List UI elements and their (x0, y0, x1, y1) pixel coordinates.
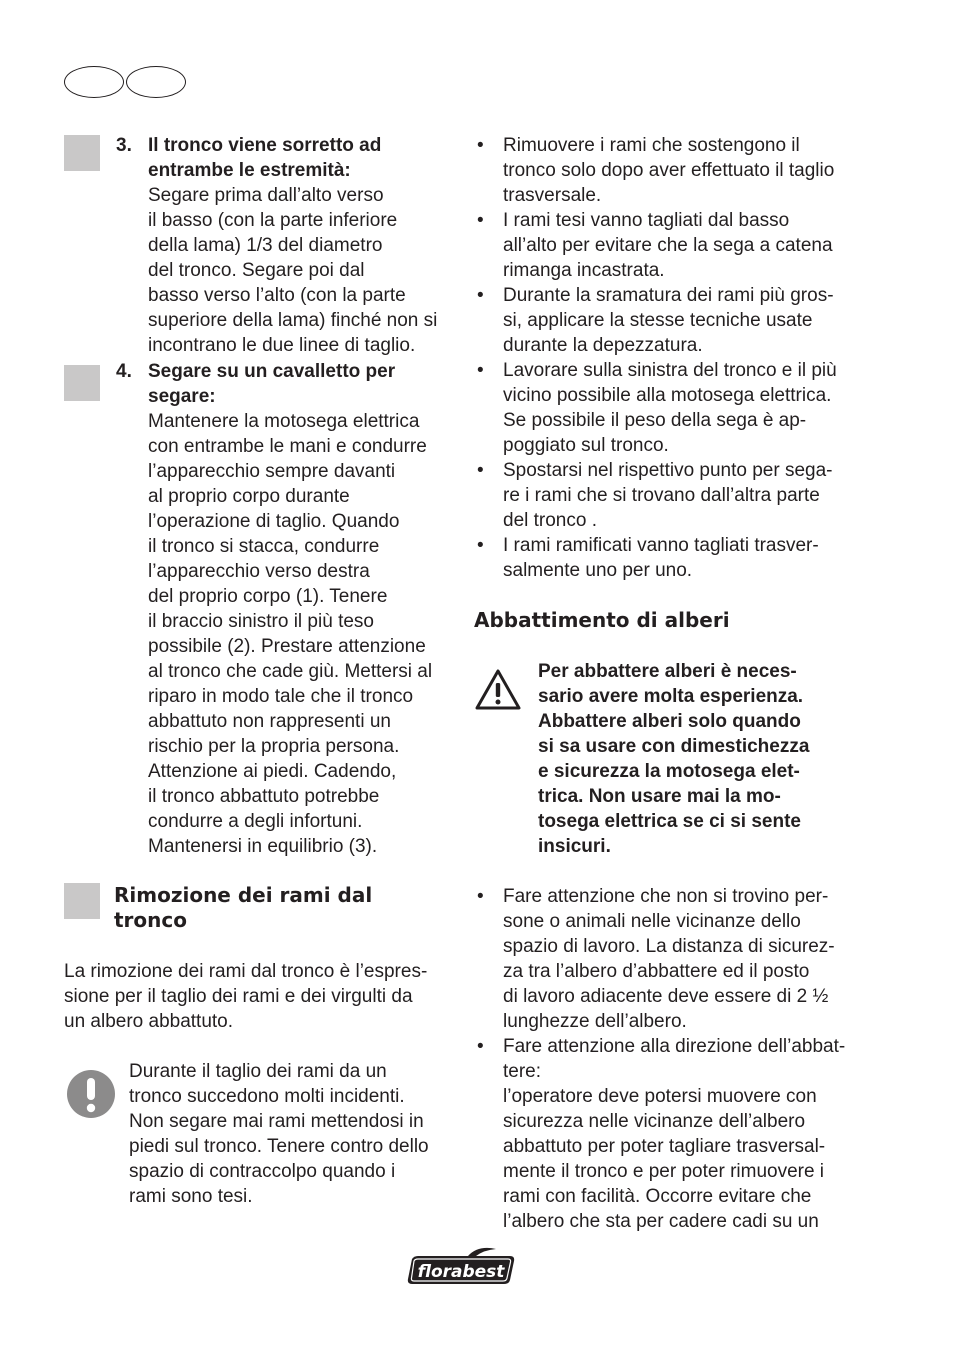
florabest-logo (406, 1247, 518, 1287)
section-heading-tree-felling: Abbattimento di alberi (474, 608, 730, 632)
step-4-text: Mantenere la motosega elettrica con entrambe le mani e condurre l’apparecchio sempre davanti al proprio corpo durante l’operazione di taglio. Quando il tronco si stacca, condurre l’apparecchio verso destra del proprio corpo (1). Tenere il braccio sinistro il più teso possibile (2). Prestare attenzione al tronco che cade giù. Mettersi al riparo in modo tale che il tronco abbattuto non rappresenti un rischio per la propria persona. Attenzione ai piedi. Cadendo, il tronco abbattuto potrebbe condurre a degli infortuni. Mantenersi in equilibrio (3). (148, 411, 433, 857)
list-item: • Fare attenzione alla direzione dell’abbat- tere: l’operatore deve potersi muovere con sicurezza nelle vicinanze dell’albero abbattuto per poter tagliare trasversal- mente il tronco e per poter rimuovere i rami con facilità. Occorre evitare che l’albero che sta per cadere cadi su un (475, 1034, 875, 1234)
figure-marker-3 (64, 135, 100, 171)
step-3 (116, 133, 456, 358)
language-oval-right (126, 66, 186, 98)
figure-marker-4 (64, 365, 100, 401)
step-4 (116, 359, 456, 859)
language-oval-left (64, 66, 124, 98)
bullet-list-top (475, 133, 875, 583)
list-item: • Durante la sramatura dei rami più gros- si, applicare la stesse tecniche usate durante la depezzatura. (475, 283, 875, 358)
list-item: • I rami tesi vanno tagliati dal basso all’alto per evitare che la sega a catena rimanga incastrata. (475, 208, 875, 283)
section-heading-branch-removal: Rimozione dei rami dal tronco (114, 883, 373, 932)
bullet-list-bottom (475, 884, 875, 1234)
step-3-heading: Il tronco viene sorretto ad entrambe le estremità: (148, 135, 382, 181)
bullets-top (475, 133, 875, 583)
list-item: • Fare attenzione che non si trovino per- sone o animali nelle vicinanze dello spazio di lavoro. La distanza di sicurez- za tra l’albero d’abbattere ed il posto di lavoro adiacente deve essere di 2 ½ lunghezze dell’albero. (475, 884, 875, 1034)
notice-text: Durante il taglio dei rami da un tronco succedono molti incidenti. Non segare mai rami mettendosi in piedi sul tronco. Tenere contro dello spazio di contraccolpo quando i rami sono tesi. (129, 1061, 429, 1207)
step-3-number: 3. (116, 135, 132, 156)
language-badge (64, 66, 190, 100)
step-3-text: Segare prima dall’alto verso il basso (con la parte inferiore della lama) 1/3 del diametro del tronco. Segare poi dal basso verso l’alto (con la parte superiore della lama) finché non si incontrano le due linee di taglio. (148, 185, 438, 356)
bullets-bottom (475, 884, 875, 1234)
list-item: • Rimuovere i rami che sostengono il tronco solo dopo aver effettuato il taglio trasversale. (475, 133, 875, 208)
list-item: • Spostarsi nel rispettivo punto per sega- re i rami che si trovano dall’altra parte del tronco . (475, 458, 875, 533)
step-4-number: 4. (116, 361, 132, 382)
warning-text: Per abbattere alberi è neces- sario avere molta esperienza. Abbattere alberi solo quando si sa usare con dimestichezza e sicurezza la motosega elet- trica. Non usare mai la mo- tosega elettrica se ci si sente insicuri. (538, 661, 810, 857)
list-item: • I rami ramificati vanno tagliati trasver- salmente uno per uno. (475, 533, 875, 583)
warning-triangle-icon (474, 668, 522, 712)
list-item: • Lavorare sulla sinistra del tronco e il più vicino possibile alla motosega elettrica. Se possibile il peso della sega è ap- poggiato sul tronco. (475, 358, 875, 458)
exclamation-icon (66, 1069, 116, 1119)
logo-wordmark: florabest (417, 1262, 505, 1282)
figure-marker-section (64, 883, 100, 919)
step-4-heading: Segare su un cavalletto per segare: (148, 361, 396, 407)
section-intro: La rimozione dei rami dal tronco è l’espres- sione per il taglio dei rami e dei virgulti da un albero abbattuto. (64, 961, 428, 1032)
